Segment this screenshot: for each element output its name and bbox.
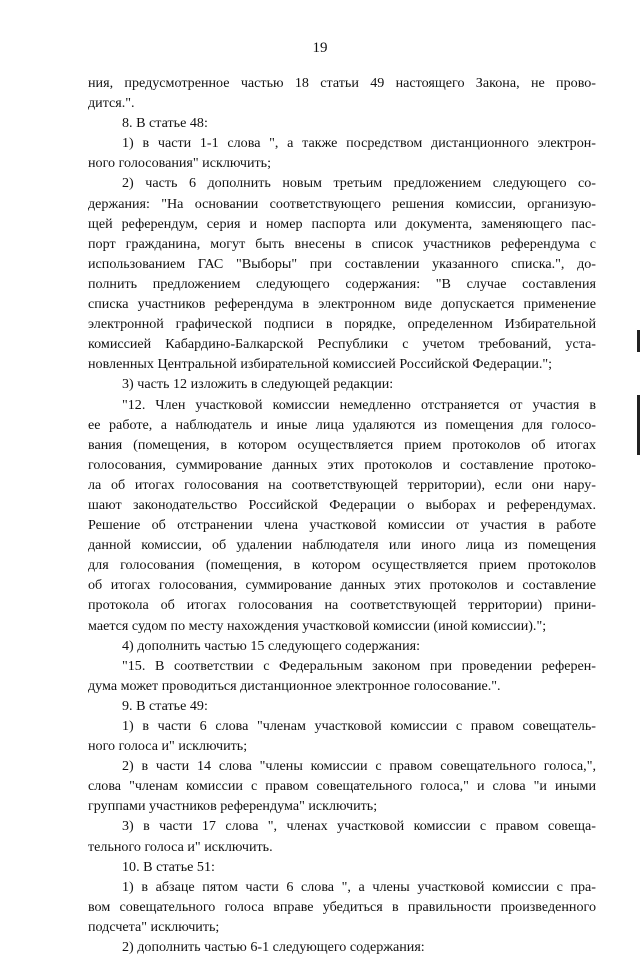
- text-line: списка участников референдума в электронном виде допускается применение: [88, 296, 596, 313]
- text-line: для голосования (помещения, в котором осуществляется прием протоколов: [88, 557, 596, 574]
- text-line: данной комиссии, об удалении наблюдателя или иного лица из помещения: [88, 537, 596, 554]
- text-line: "12. Член участковой комиссии немедленно отстраняется от участия в: [122, 396, 596, 413]
- text-line: 9. В статье 49:: [122, 697, 208, 714]
- text-line: щей референдум, серия и номер паспорта или документа, заменяющего пас-: [88, 215, 596, 232]
- text-line: электронной графической подписи в порядке, определенном Избирательной: [88, 316, 596, 333]
- text-line: комиссией Кабардино-Балкарской Республики с учетом требований, уста-: [88, 336, 596, 353]
- text-line: 2) дополнить частью 6-1 следующего содержания:: [122, 939, 425, 956]
- text-line: тельного голоса и" исключить.: [88, 838, 273, 855]
- text-line: порт гражданина, могут быть внесены в список участников референдума с: [88, 235, 596, 252]
- body-text: [88, 73, 596, 957]
- text-line: 1) в части 1-1 слова ", а также посредством дистанционного электрон-: [122, 135, 596, 152]
- text-line: новленных Центральной избирательной комиссией Российской Федерации.";: [88, 356, 553, 373]
- text-line: голосования, суммирование данных этих протоколов и составление протоко-: [88, 456, 596, 473]
- text-line: 4) дополнить частью 15 следующего содержания:: [122, 637, 421, 654]
- text-line: использованием ГАС "Выборы" при составлении указанного списка.", до-: [88, 255, 596, 272]
- text-line: "15. В соответствии с Федеральным законом при проведении референ-: [122, 657, 596, 674]
- text-line: слова "членам комиссии с правом совещательного голоса," и слова "и иными: [88, 778, 596, 795]
- text-line: шают законодательство Российской Федерации о выборах и референдумах.: [88, 496, 596, 513]
- text-line: 10. В статье 51:: [122, 858, 215, 875]
- text-line: 2) часть 6 дополнить новым третьим предложением следующего со-: [122, 175, 596, 192]
- text-line: дится.".: [88, 95, 135, 112]
- text-line: дума может проводиться дистанционное электронное голосование.".: [88, 677, 501, 694]
- text-line: ного голосования" исключить;: [88, 155, 271, 172]
- text-line: полнить предложением следующего содержания: "В случае составления: [88, 275, 596, 292]
- page-number: 19: [312, 40, 328, 56]
- text-line: подсчета" исключить;: [88, 918, 220, 935]
- text-line: 8. В статье 48:: [122, 115, 208, 132]
- text-line: ного голоса и" исключить;: [88, 738, 248, 755]
- text-line: Решение об отстранении члена участковой комиссии от участия в работе: [88, 517, 596, 534]
- text-line: 1) в абзаце пятом части 6 слова ", а члены участковой комиссии с пра-: [122, 878, 596, 895]
- text-line: вом совещательного голоса вправе убедиться в правильности произведенного: [88, 898, 596, 915]
- text-line: ла об итогах голосования на соответствующей территории), если они нару-: [88, 476, 596, 493]
- text-line: группами участников референдума" исключить;: [88, 798, 378, 815]
- text-line: держания: "На основании соответствующего решения комиссии, организую-: [88, 195, 596, 212]
- text-line: ния, предусмотренное частью 18 статьи 49 настоящего Закона, не прово-: [88, 75, 596, 91]
- text-line: 3) в части 17 слова ", членах участковой комиссии с правом совеща-: [122, 818, 596, 835]
- text-line: 2) в части 14 слова "члены комиссии с правом совещательного голоса,",: [122, 758, 596, 775]
- text-line: вания (помещения, в котором осуществляется прием протоколов об итогах: [88, 436, 596, 453]
- text-line: 3) часть 12 изложить в следующей редакции:: [122, 376, 394, 393]
- text-line: мается судом по месту нахождения участковой комиссии (иной комиссии).";: [88, 617, 547, 634]
- text-line: протокола об итогах голосования на соответствующей территории) прини-: [88, 597, 596, 614]
- text-line: 1) в части 6 слова "членам участковой комиссии с правом совещатель-: [122, 718, 596, 734]
- text-line: ее работе, а наблюдатель и иные лица удаляются из помещения для голосо-: [88, 416, 596, 433]
- text-line: об итогах голосования, суммирование данных этих протоколов и составление: [88, 577, 596, 594]
